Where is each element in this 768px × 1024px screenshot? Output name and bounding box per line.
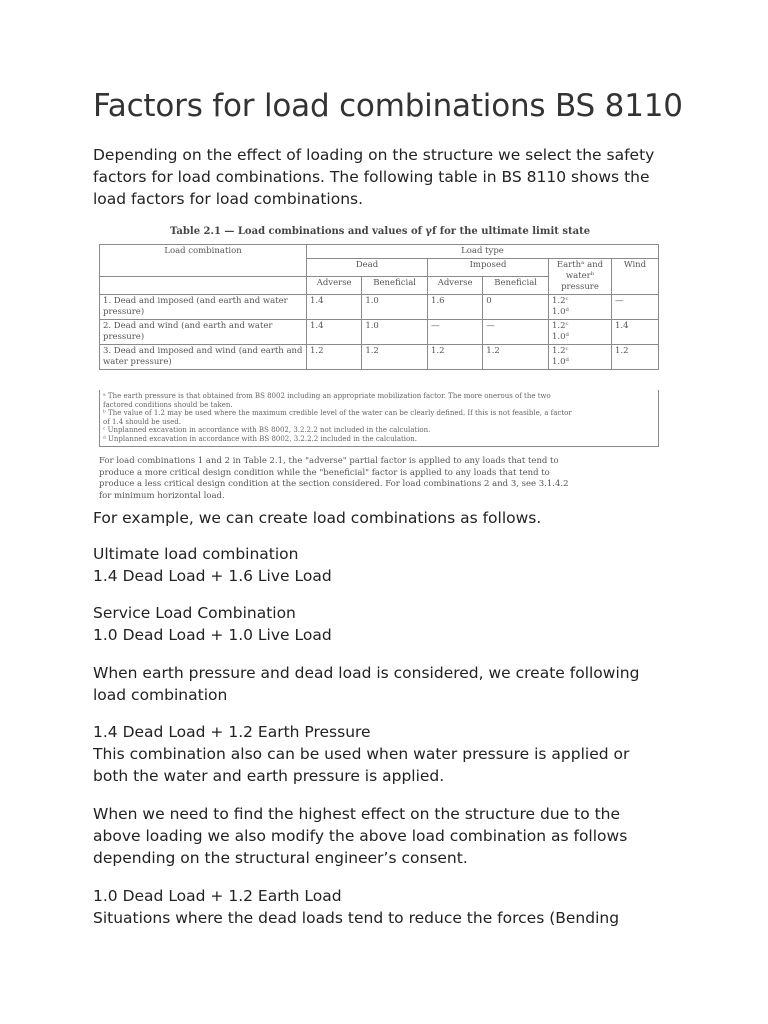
cell-imposed-adverse: — (427, 320, 482, 345)
cell-earth-water (549, 295, 612, 320)
cell-imposed-beneficial: — (483, 320, 549, 345)
earth-combination (93, 721, 693, 787)
footnote: of 1.4 should be used. (103, 417, 181, 426)
earth-intro-line: load combination (93, 686, 228, 704)
cell-dead-beneficial: 1.0 (362, 320, 428, 345)
service-combination (93, 602, 693, 646)
final-combination (93, 885, 693, 929)
page-title: Factors for load combinations BS 8110 (93, 88, 683, 124)
cell-dead-beneficial: 1.2 (362, 345, 428, 370)
earth-formula: 1.4 Dead Load + 1.2 Earth Pressure (93, 723, 371, 741)
table-row (100, 295, 659, 320)
example-paragraph: For example, we can create load combinations as follows. (93, 509, 542, 527)
cell-imposed-adverse: 1.2 (427, 345, 482, 370)
highest-line: When we need to find the highest effect on the structure due to the (93, 805, 621, 823)
header-beneficial: Beneficial (483, 277, 549, 295)
cell-dead-adverse: 1.4 (307, 320, 362, 345)
cell-imposed-beneficial: 0 (483, 295, 549, 320)
cell-dead-adverse: 1.4 (307, 295, 362, 320)
cell-imposed-beneficial: 1.2 (483, 345, 549, 370)
intro-line: Depending on the effect of loading on the structure we select the safety (93, 146, 655, 164)
intro-line: factors for load combinations. The following table in BS 8110 shows the (93, 168, 650, 186)
after-line: For load combinations 1 and 2 in Table 2.1, the "adverse" partial factor is applied to any loads that tend to (99, 456, 559, 466)
earth-value-d: 1.0ᵈ (552, 357, 569, 367)
footnote: ᵃ The earth pressure is that obtained from BS 8002 including an appropriate mobilization factor. The more onerous of the two (103, 392, 551, 400)
cell-imposed-adverse: 1.6 (427, 295, 482, 320)
earth-intro-paragraph (93, 662, 693, 706)
header-beneficial: Beneficial (362, 277, 428, 295)
cell-wind: 1.2 (612, 345, 659, 370)
final-note-line: Situations where the dead loads tend to reduce the forces (Bending (93, 909, 620, 927)
highest-line: above loading we also modify the above load combination as follows (93, 827, 628, 845)
load-table-image (95, 224, 665, 508)
cell-earth-water (549, 345, 612, 370)
earth-value-c: 1.2ᶜ (552, 321, 569, 331)
cell-earth-water (549, 320, 612, 345)
row-combination: 2. Dead and wind (and earth and water pressure) (100, 320, 307, 345)
table-row (100, 345, 659, 370)
cell-dead-adverse: 1.2 (307, 345, 362, 370)
cell-wind: — (612, 295, 659, 320)
ultimate-combination (93, 543, 693, 587)
table-after-text (99, 456, 664, 502)
table-caption: Table 2.1 — Load combinations and values of γf for the ultimate limit state (169, 226, 591, 237)
highest-line: depending on the structural engineer’s consent. (93, 849, 468, 867)
intro-line: load factors for load combinations. (93, 190, 364, 208)
header-earth-water: Earthᵃ and waterᵇ pressure (549, 259, 612, 295)
header-spacer (100, 277, 307, 295)
row-combination: 3. Dead and imposed and wind (and earth and water pressure) (100, 345, 307, 370)
table-row (100, 320, 659, 345)
load-combination-table (99, 244, 659, 370)
header-dead: Dead (307, 259, 428, 277)
row-combination: 1. Dead and imposed (and earth and water pressure) (100, 295, 307, 320)
service-heading: Service Load Combination (93, 604, 296, 622)
intro-paragraph (93, 144, 693, 210)
header-imposed: Imposed (427, 259, 548, 277)
header-adverse: Adverse (427, 277, 482, 295)
earth-value-d: 1.0ᵈ (552, 307, 569, 317)
final-formula: 1.0 Dead Load + 1.2 Earth Load (93, 887, 342, 905)
cell-wind: 1.4 (612, 320, 659, 345)
earth-note-line: This combination also can be used when water pressure is applied or (93, 745, 630, 763)
footnote: ᶜ Unplanned excavation in accordance with BS 8002, 3.2.2.2 not included in the calculation. (103, 426, 431, 435)
earth-intro-line: When earth pressure and dead load is considered, we create following (93, 664, 640, 682)
earth-value-d: 1.0ᵈ (552, 332, 569, 342)
earth-value-c: 1.2ᶜ (552, 296, 569, 306)
after-line: produce a more critical design condition while the "beneficial" factor is applied to any loads that tend to (99, 467, 550, 478)
table-footnotes (99, 390, 659, 447)
header-load-type: Load type (307, 245, 659, 259)
earth-value-c: 1.2ᶜ (552, 346, 569, 356)
after-line: produce a less critical design condition at the section considered. For load combinations 2 and 3, see 3.1.4.2 (99, 479, 569, 489)
ultimate-heading: Ultimate load combination (93, 545, 299, 563)
footnote: factored conditions should be taken. (103, 400, 233, 409)
service-formula: 1.0 Dead Load + 1.0 Live Load (93, 626, 332, 644)
ultimate-formula: 1.4 Dead Load + 1.6 Live Load (93, 567, 332, 585)
after-line: for minimum horizontal load. (99, 490, 225, 501)
header-adverse: Adverse (307, 277, 362, 295)
header-wind: Wind (612, 259, 659, 295)
footnote: ᵇ The value of 1.2 may be used where the maximum credible level of the water can be clearly defined. If this is not feasible, a factor (103, 409, 572, 418)
footnote: ᵈ Unplanned excavation in accordance with BS 8002, 3.2.2.2 included in the calculation. (103, 434, 417, 443)
cell-dead-beneficial: 1.0 (362, 295, 428, 320)
earth-note-line: both the water and earth pressure is applied. (93, 767, 445, 785)
highest-effect-paragraph (93, 803, 693, 869)
header-load-combination: Load combination (100, 245, 307, 277)
